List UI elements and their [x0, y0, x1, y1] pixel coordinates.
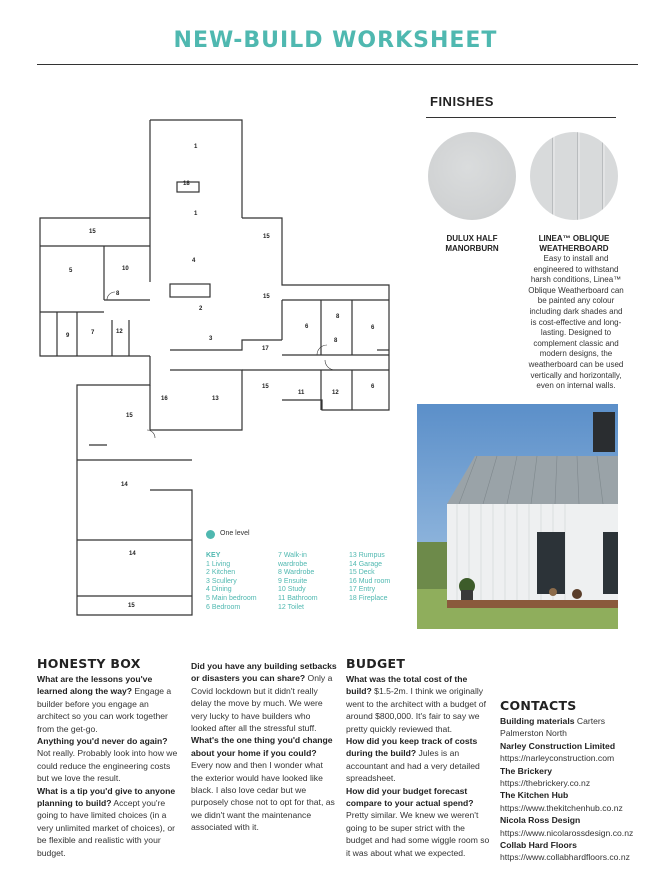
plan-label: 1 — [194, 211, 198, 217]
key-item: 12 Toilet — [278, 603, 304, 611]
plan-label: 15 — [89, 229, 96, 235]
house-photo — [417, 404, 618, 629]
plan-label: 15 — [262, 384, 269, 390]
contact-item: Building materials Carters Palmerston North — [500, 716, 606, 739]
finishes-heading: FINISHES — [430, 94, 494, 109]
title-rule — [37, 64, 638, 65]
key-heading: KEY — [206, 552, 221, 559]
key-col-3 — [349, 552, 419, 604]
swatch-1-label: DULUX HALF MANORBURN — [445, 234, 499, 253]
plan-label: 12 — [332, 390, 339, 396]
key-item: 14 Garage — [349, 560, 383, 568]
floor-plan — [37, 100, 407, 620]
contact-item: Narley Construction Limited https://narleyconstruction.com — [500, 740, 616, 764]
contact-item: The Kitchen Hub https://www.thekitchenhub.co.nz — [500, 790, 623, 813]
key-item: 1 Living — [206, 560, 231, 568]
swatch-2-description: Easy to install and engineered to withstand harsh conditions, Linea™ Oblique Weatherboard can be painted any colour including dark shades and is cost-effective and long-lasting. Designed to complement classic and modern designs, the weatherboard can be used vertically and horizontally, even on internal walls. — [528, 254, 624, 391]
question: How did you keep track of costs during the build? — [346, 736, 478, 759]
plan-label: 3 — [209, 336, 213, 342]
answer: $1.5-2m. I think we originally went to the architect with a budget of around $800,000. It's fair to say we pretty quickly reviewed that. — [346, 686, 486, 734]
question: Anything you'd never do again? — [37, 736, 168, 747]
plan-label: 15 — [263, 294, 270, 300]
key-item: 5 Main bedroom — [206, 594, 257, 602]
key-item: 13 Rumpus — [349, 552, 385, 559]
key-item: 15 Deck — [349, 569, 375, 577]
contacts-heading: CONTACTS — [500, 698, 577, 713]
answer: Jules is an accountant and had a very detailed spreadsheet. — [346, 748, 480, 784]
plan-label: 15 — [128, 603, 135, 609]
answer: Accept you're going to have limited choices (in a very unlimited market of choices), or be flexible and realistic with your budget. — [37, 798, 176, 858]
plan-label: 15 — [126, 413, 133, 419]
swatch-dulux — [428, 132, 516, 220]
honesty-heading: HONESTY BOX — [37, 656, 141, 671]
finishes-rule — [426, 117, 616, 118]
question: How did your budget forecast compare to your actual spend? — [346, 785, 474, 809]
plan-label: 9 — [66, 333, 70, 339]
plan-label: 7 — [91, 330, 95, 336]
answer: Every now and then I wonder what the exterior would have looked like black. I also love cedar but we purposely chose not to opt for that, as we didn't want the maintenance associated with it. — [191, 760, 335, 833]
question: What was the total cost of the build? — [346, 674, 468, 697]
compass-icon — [206, 530, 215, 539]
contact-item: Nicola Ross Design https://www.nicolarossdesign.co.nz — [500, 815, 634, 838]
key-item: 6 Bedroom — [206, 603, 241, 611]
key-item: 7 Walk-in — [278, 552, 307, 559]
budget-heading: BUDGET — [346, 656, 406, 671]
key-item: 9 Ensuite — [278, 577, 308, 585]
plan-label: 10 — [122, 266, 129, 272]
swatch-linea — [530, 132, 618, 220]
answer: Only a Covid lockdown but it didn't really delay the move by much. We were very lucky to have builders who looked after all the stressful stuff. — [191, 673, 333, 734]
contact-item: The Brickery https://thebrickery.co.nz — [500, 765, 591, 789]
budget-col — [346, 673, 492, 859]
question: What are the lessons you've learned along the way? — [37, 674, 153, 697]
page-title: NEW-BUILD WORKSHEET — [173, 28, 498, 53]
key-item: 11 Bathroom — [278, 594, 318, 602]
contacts-list — [500, 715, 638, 864]
plan-label: 14 — [129, 551, 136, 557]
key-item: 3 Scullery — [206, 577, 237, 585]
plan-label: 12 — [116, 329, 123, 335]
plan-label: 8 — [116, 291, 120, 297]
question: What is a tip you'd give to anyone planning to build? — [37, 785, 176, 809]
contact-item: Collab Hard Floors https://www.collabhardfloors.co.nz — [500, 840, 630, 863]
plan-level: One level — [220, 530, 250, 537]
key-item: 10 Study — [278, 586, 306, 594]
plan-label: 15 — [263, 234, 270, 240]
plan-label: 17 — [262, 346, 269, 352]
plan-label: 6 — [371, 384, 375, 390]
swatch-2-label: LINEA™ OBLIQUE WEATHERBOARD — [538, 234, 610, 253]
key-item: 18 Fireplace — [349, 594, 388, 602]
honesty-col-2 — [191, 660, 337, 834]
plan-label: 6 — [305, 324, 309, 330]
key-col-1 — [206, 552, 276, 612]
key-item: 17 Entry — [349, 586, 376, 594]
plan-label: 1 — [194, 144, 198, 150]
answer: Not really. Probably look into how we could reduce the engineering costs but we love the result. — [37, 748, 178, 784]
answer: Engage a builder before you engage an architect so you can work together from the get-go. — [37, 686, 172, 734]
question: Did you have any building setbacks or disasters you can share? — [191, 661, 337, 684]
plan-label: 2 — [199, 306, 203, 312]
key-item: 8 Wardrobe — [278, 569, 315, 577]
plan-label: 8 — [336, 314, 340, 320]
honesty-col-1 — [37, 673, 183, 859]
key-col-2 — [278, 552, 348, 612]
key-item: 2 Kitchen — [206, 569, 236, 577]
question: What's the one thing you'd change about your home if you could? — [191, 735, 333, 758]
answer: Pretty similar. We knew we weren't going to be super strict with the budget and had some wiggle room so it was about what we expected. — [346, 810, 490, 858]
plan-label: 16 — [161, 396, 168, 402]
plan-label: 6 — [371, 325, 375, 331]
plan-label: 11 — [298, 390, 305, 396]
plan-label: 8 — [334, 338, 338, 344]
plan-label: 5 — [69, 268, 73, 274]
plan-label: 14 — [121, 482, 128, 488]
plan-label: 13 — [212, 396, 219, 402]
key-item: wardrobe — [278, 560, 308, 568]
key-item: 16 Mud room — [349, 577, 391, 585]
plan-label: 18 — [183, 181, 190, 187]
plan-label: 4 — [192, 258, 196, 264]
key-item: 4 Dining — [206, 586, 232, 594]
